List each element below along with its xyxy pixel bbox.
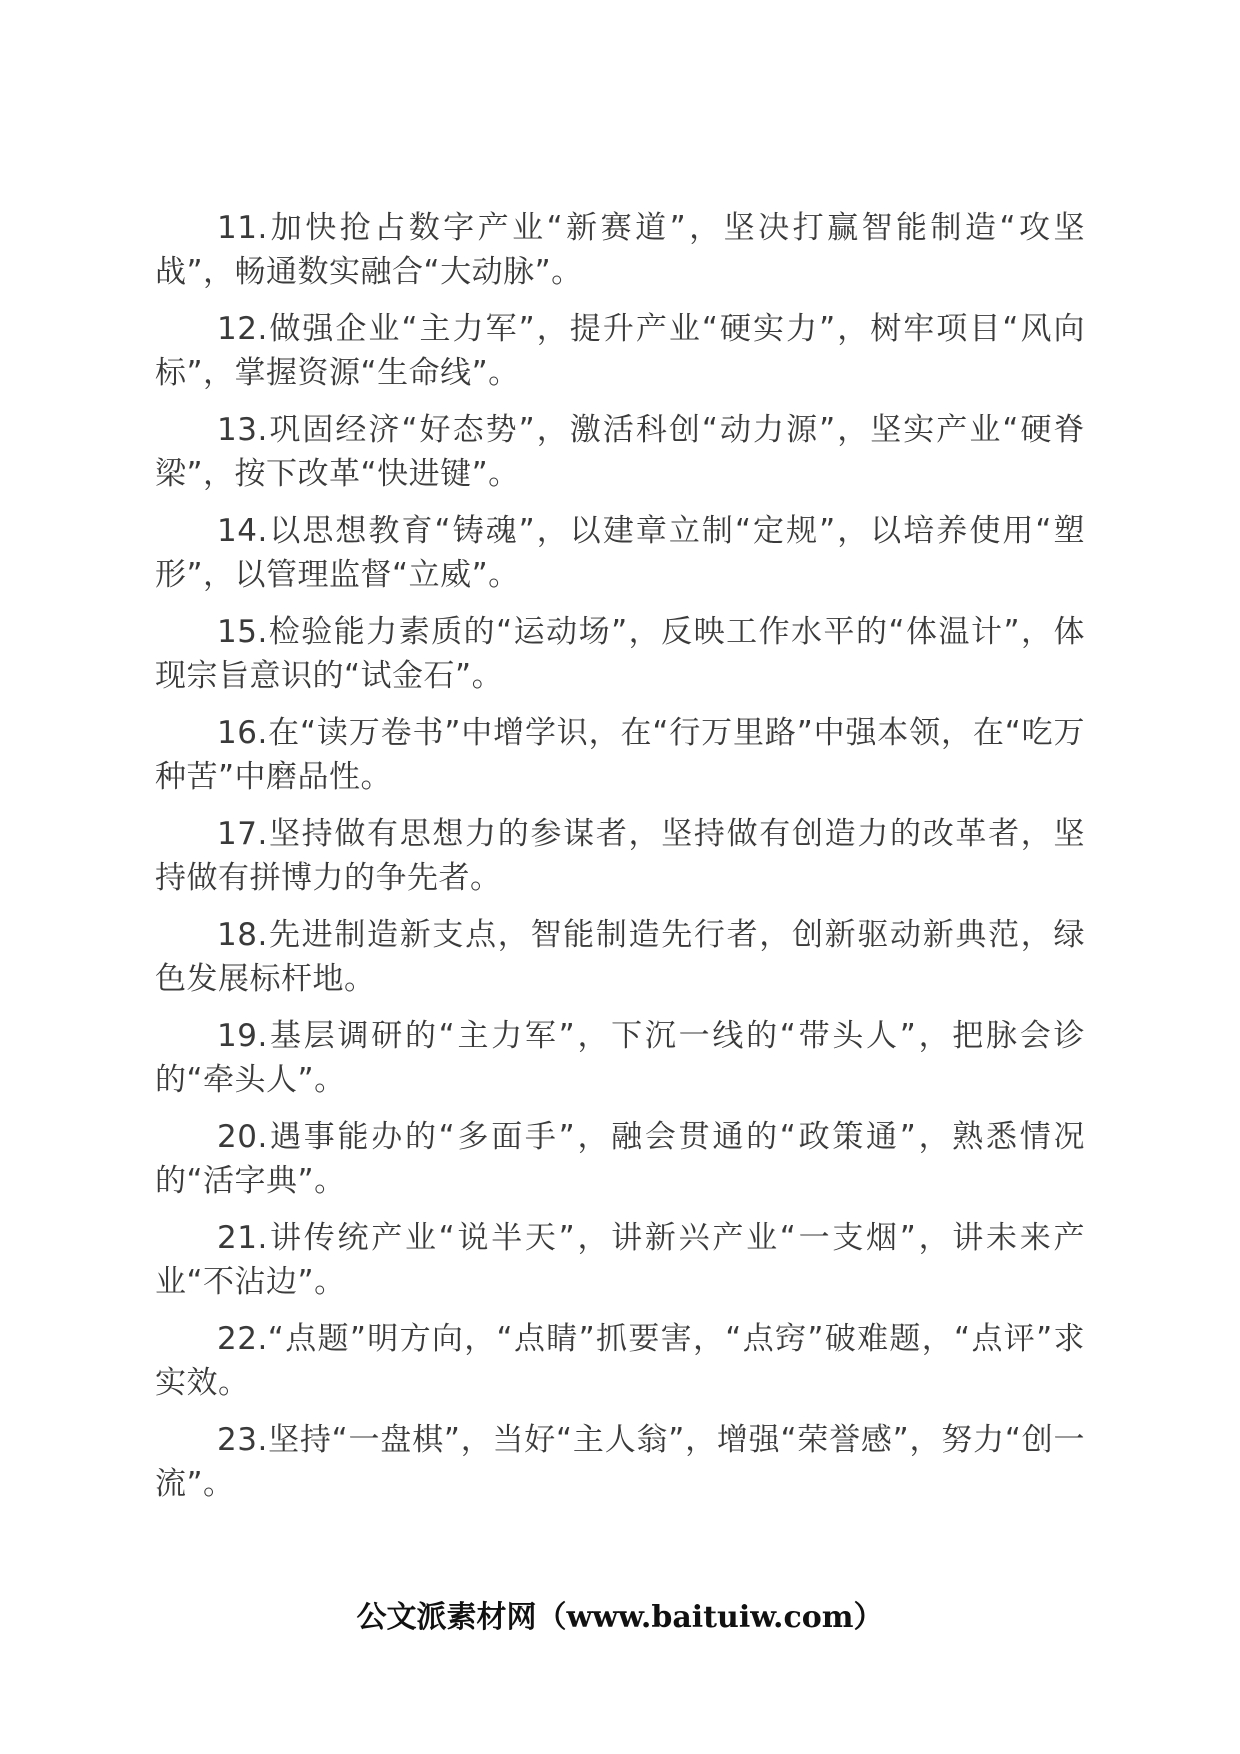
- paragraph-13: 13.巩固经济“好态势”，激活科创“动力源”，坚实产业“硬脊梁”，按下改革“快进键”。: [155, 412, 1085, 492]
- paragraph-14: 14.以思想教育“铸魂”，以建章立制“定规”，以培养使用“塑形”，以管理监督“立威”。: [155, 513, 1085, 593]
- paragraph-11: 11.加快抢占数字产业“新赛道”，坚决打赢智能制造“攻坚战”，畅通数实融合“大动脉”。: [155, 210, 1085, 290]
- paragraph-21: 21.讲传统产业“说半天”，讲新兴产业“一支烟”，讲未来产业“不沾边”。: [155, 1220, 1085, 1300]
- paragraph-17: 17.坚持做有思想力的参谋者，坚持做有创造力的改革者，坚持做有拼博力的争先者。: [155, 816, 1085, 896]
- site-footer: 公文派素材网（www.baituiw.com）: [356, 1600, 884, 1635]
- paragraph-22: 22.“点题”明方向，“点睛”抓要害，“点窍”破难题，“点评”求实效。: [155, 1321, 1085, 1401]
- document-body: [155, 206, 1085, 1519]
- paragraph-12: 12.做强企业“主力军”，提升产业“硬实力”，树牢项目“风向标”，掌握资源“生命线”。: [155, 311, 1085, 391]
- paragraph-20: 20.遇事能办的“多面手”，融会贯通的“政策通”，熟悉情况的“活字典”。: [155, 1119, 1085, 1199]
- paragraph-15: 15.检验能力素质的“运动场”，反映工作水平的“体温计”，体现宗旨意识的“试金石”。: [155, 614, 1085, 694]
- paragraph-23: 23.坚持“一盘棋”，当好“主人翁”，增强“荣誉感”，努力“创一流”。: [155, 1422, 1085, 1502]
- paragraph-16: 16.在“读万卷书”中增学识，在“行万里路”中强本领，在“吃万种苦”中磨品性。: [155, 715, 1085, 795]
- paragraph-18: 18.先进制造新支点，智能制造先行者，创新驱动新典范，绿色发展标杆地。: [155, 917, 1085, 997]
- paragraph-19: 19.基层调研的“主力军”，下沉一线的“带头人”，把脉会诊的“牵头人”。: [155, 1018, 1085, 1098]
